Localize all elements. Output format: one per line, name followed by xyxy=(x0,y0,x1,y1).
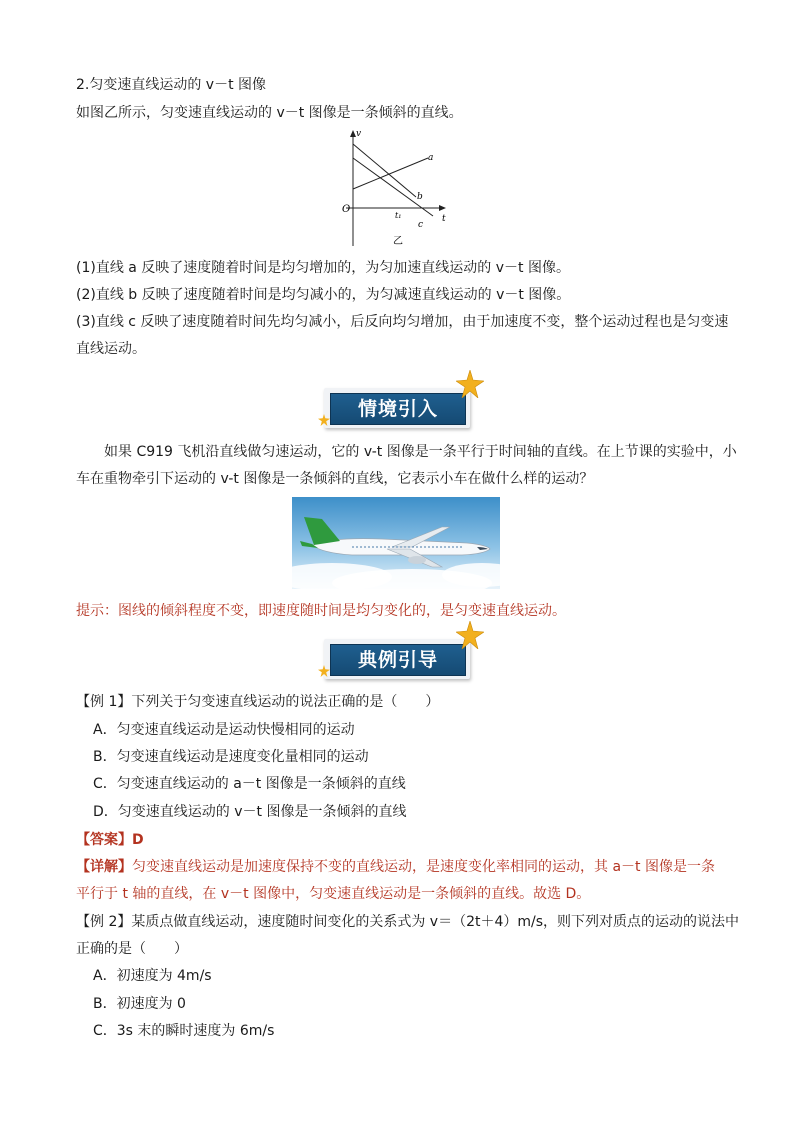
example1-option-b: B．匀变速直线运动是速度变化量相同的运动 xyxy=(93,749,369,765)
item-3: (3)直线 c 反映了速度随着时间先均匀减小，后反向均匀增加，由于加速度不变，整个运动过程也是匀变速 xyxy=(76,314,729,330)
banner-context-title: 情境引入 xyxy=(357,398,438,420)
line-a xyxy=(353,158,428,189)
c919-airplane-image xyxy=(292,497,500,589)
graph-caption: 乙 xyxy=(393,236,403,247)
t-axis-arrow xyxy=(439,205,446,211)
example2-option-b: B．初速度为 0 xyxy=(93,996,186,1012)
hint-text: 提示：图线的倾斜程度不变，即速度随时间是均匀变化的，是匀变速直线运动。 xyxy=(76,603,566,619)
section-heading: 2.匀变速直线运动的 v－t 图像 xyxy=(76,77,267,93)
example2-question-1: 【例 2】某质点做直线运动，速度随时间变化的关系式为 v＝（2t＋4）m/s，则下列对质点的运动的说法中 xyxy=(76,914,740,930)
example2-option-c: C．3s 末的瞬时速度为 6m/s xyxy=(93,1023,275,1039)
example1-answer xyxy=(76,830,144,850)
detail-label: 【详解】 xyxy=(76,859,132,875)
example1-option-d: D．匀变速直线运动的 v－t 图像是一条倾斜的直线 xyxy=(93,804,407,820)
context-line-2: 车在重物牵引下运动的 v-t 图像是一条倾斜的直线，它表示小车在做什么样的运动？ xyxy=(76,471,594,487)
vt-graph xyxy=(338,128,458,248)
example1-question: 【例 1】下列关于匀变速直线运动的说法正确的是（ ） xyxy=(76,694,440,710)
example1-option-c: C．匀变速直线运动的 a－t 图像是一条倾斜的直线 xyxy=(93,776,406,792)
example2-question-2: 正确的是（ ） xyxy=(76,941,188,957)
answer-value: D xyxy=(132,832,144,848)
item-2: (2)直线 b 反映了速度随着时间是均匀减小的，为匀减速直线运动的 v－t 图像。 xyxy=(76,287,571,303)
star-icon xyxy=(456,370,484,398)
line-b xyxy=(353,144,416,197)
star-icon xyxy=(456,621,484,649)
detail-text-1: 匀变速直线运动是加速度保持不变的直线运动，是速度变化率相同的运动，其 a－t 图像是一条 xyxy=(132,859,715,875)
example1-option-a: A．匀变速直线运动是运动快慢相同的运动 xyxy=(93,722,355,738)
line-c xyxy=(353,158,433,216)
context-line-1: 如果 C919 飞机沿直线做匀速运动，它的 v-t 图像是一条平行于时间轴的直线。在上节课的实验中，小 xyxy=(104,444,737,460)
line-b-label: b xyxy=(417,192,423,202)
example2-option-a: A．初速度为 4m/s xyxy=(93,968,212,984)
item-1: (1)直线 a 反映了速度随着时间是均匀增加的，为匀加速直线运动的 v－t 图像。 xyxy=(76,260,570,276)
section-intro: 如图乙所示，匀变速直线运动的 v－t 图像是一条倾斜的直线。 xyxy=(76,105,463,121)
small-star-icon xyxy=(318,414,330,426)
line-c-label: c xyxy=(418,220,424,230)
answer-label: 【答案】 xyxy=(76,832,132,848)
item-3-cont: 直线运动。 xyxy=(76,341,146,357)
small-star-icon xyxy=(318,665,330,677)
example1-detail-1 xyxy=(76,857,715,877)
banner-examples-title: 典例引导 xyxy=(357,649,438,671)
t-axis-label: t xyxy=(442,214,446,224)
t1-label: t₁ xyxy=(395,211,402,220)
v-axis-label: v xyxy=(356,129,362,139)
example1-detail-2: 平行于 t 轴的直线，在 v－t 图像中，匀变速直线运动是一条倾斜的直线。故选 D。 xyxy=(76,886,591,902)
origin-label: O xyxy=(342,204,351,215)
banner-context xyxy=(324,382,474,430)
line-a-label: a xyxy=(428,153,434,163)
banner-examples xyxy=(324,633,474,681)
